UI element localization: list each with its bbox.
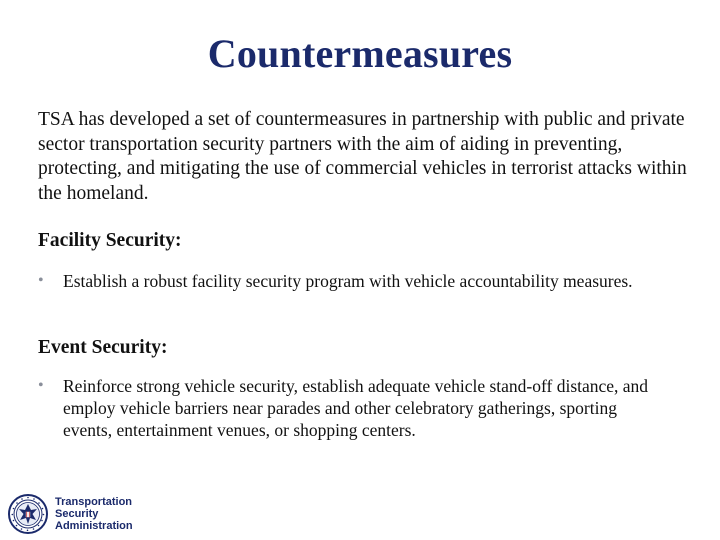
bullet-item-facility [38,270,668,292]
dhs-seal-icon [8,494,48,534]
intro-paragraph: TSA has developed a set of countermeasures in partnership with public and private sector transportation security partners with the aim of aiding in preventing, protecting, and mitigating the use of commercial vehicles in terrorist attacks within the homeland. [38,109,687,204]
bullet-text: Establish a robust facility security program with vehicle accountability measures. [63,271,633,291]
bullet-glyph: • [38,377,44,394]
bullet-item-event [38,375,668,441]
agency-name-line: Transportation [55,496,133,508]
slide-title: Countermeasures [207,31,513,76]
bullet-text: Reinforce strong vehicle security, establish adequate vehicle stand-off distance, and employ vehicle barriers near parades and other celebratory gatherings, sporting events, entertainment venues, or shopping centers. [63,376,649,440]
agency-name-line: Administration [55,520,133,532]
agency-name [55,496,133,532]
bullet-glyph: • [38,272,44,289]
section-heading-event-security: Event Security: [38,337,168,358]
tsa-logo [8,494,133,534]
section-heading-facility-security: Facility Security: [38,230,182,251]
agency-name-line: Security [55,508,99,520]
